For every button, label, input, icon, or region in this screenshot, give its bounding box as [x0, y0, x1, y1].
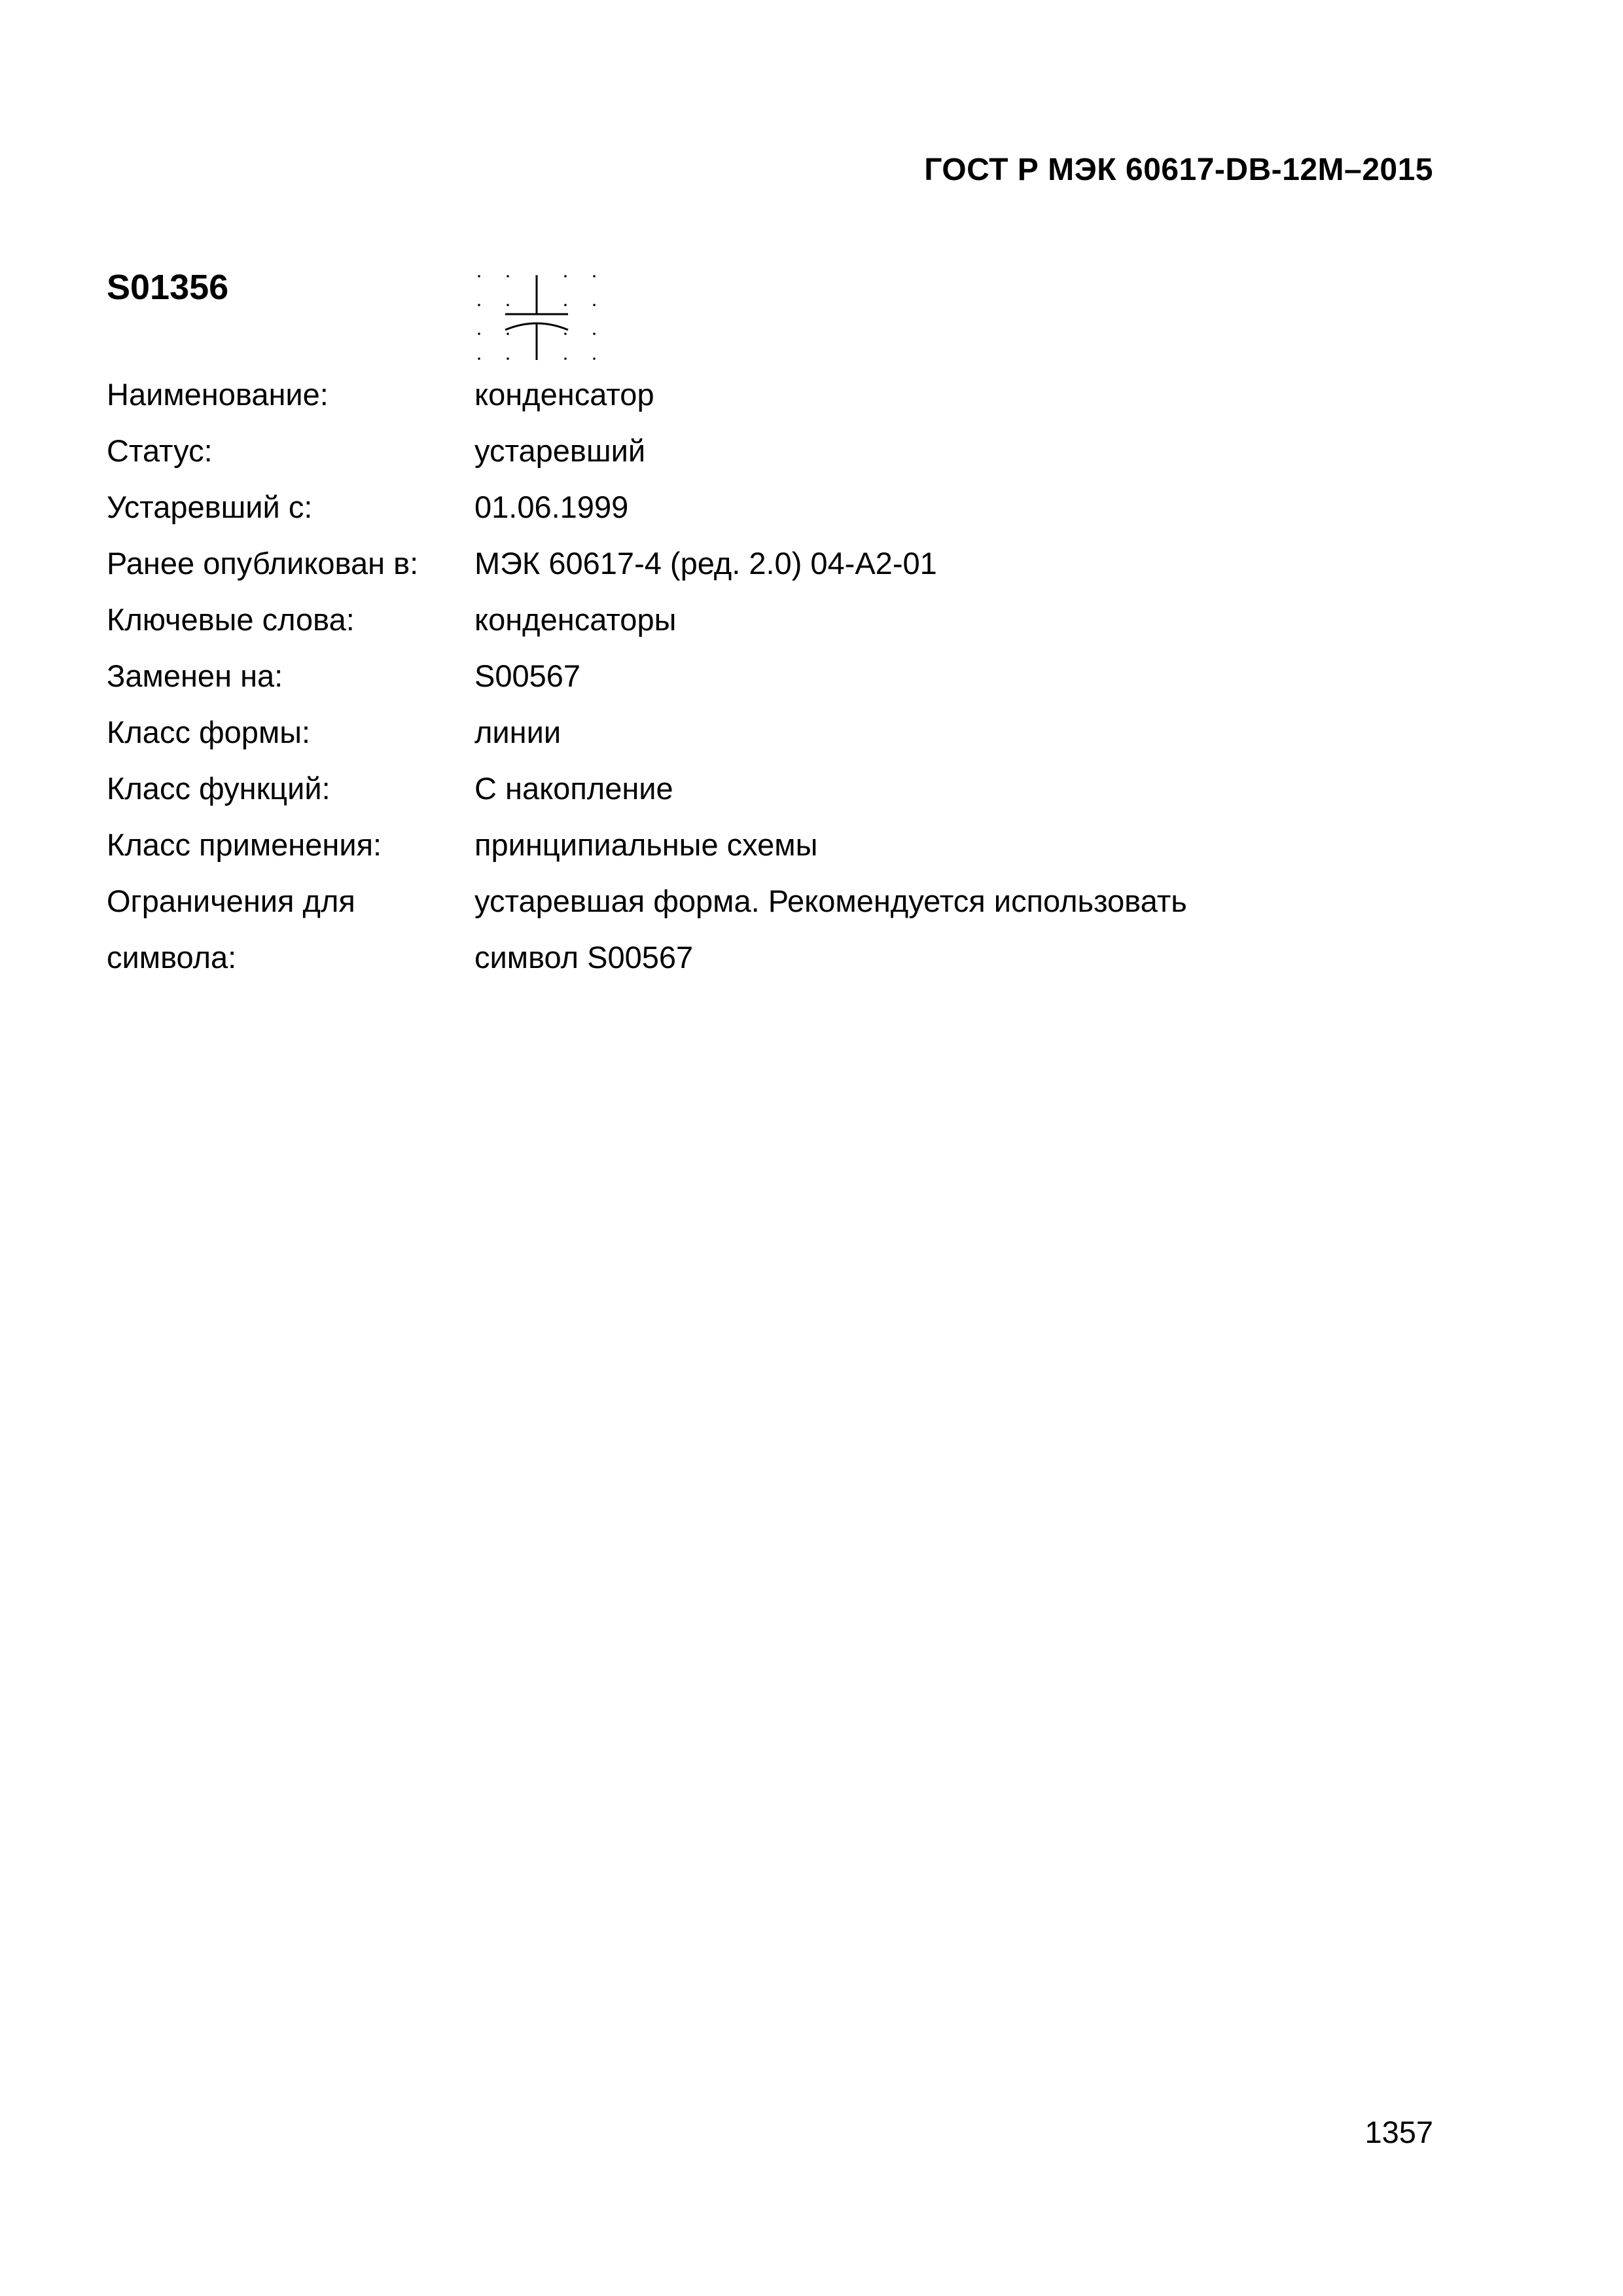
- property-label: Ранее опубликован в:: [107, 546, 419, 581]
- property-value: линии: [474, 715, 562, 749]
- document-standard-header: ГОСТ Р МЭК 60617-DB-12M–2015: [924, 152, 1433, 187]
- property-value: МЭК 60617-4 (ред. 2.0) 04-A2-01: [474, 546, 937, 581]
- property-value: принципиальные схемы: [474, 827, 818, 862]
- property-label: Наименование:: [107, 377, 329, 412]
- property-label: символа:: [107, 940, 237, 975]
- property-label: Статус:: [107, 433, 213, 468]
- property-row-keywords: [107, 592, 1187, 648]
- property-row-obsolete-since: [107, 479, 1187, 535]
- property-value: устаревший: [474, 433, 646, 468]
- property-row-application-class: [107, 817, 1187, 873]
- property-row-name: [107, 367, 1187, 423]
- property-value: C накопление: [474, 771, 673, 806]
- property-label: Ключевые слова:: [107, 602, 355, 637]
- property-value: конденсаторы: [474, 602, 677, 637]
- property-value: S00567: [474, 658, 581, 693]
- property-value: 01.06.1999: [474, 490, 629, 524]
- property-value: конденсатор: [474, 377, 654, 412]
- symbol-id-heading: S01356: [107, 268, 229, 307]
- property-label: Класс формы:: [107, 715, 311, 749]
- page-number: 1357: [1364, 2115, 1433, 2149]
- symbol-properties-list: [107, 367, 1187, 986]
- capacitor-symbol-icon: [476, 274, 606, 361]
- property-row-restrictions: [107, 873, 1187, 929]
- property-row-shape-class: [107, 704, 1187, 761]
- property-label: Заменен на:: [107, 658, 283, 693]
- property-row-replaced-by: [107, 648, 1187, 704]
- property-value: устаревшая форма. Рекомендуется использовать: [474, 884, 1187, 918]
- property-row-status: [107, 423, 1187, 479]
- property-label: Ограничения для: [107, 884, 355, 918]
- property-value: символ S00567: [474, 940, 694, 975]
- property-row-previously-published: [107, 535, 1187, 592]
- property-label: Класс применения:: [107, 827, 382, 862]
- property-row-function-class: [107, 761, 1187, 817]
- property-label: Устаревший с:: [107, 490, 313, 524]
- property-label: Класс функций:: [107, 771, 330, 806]
- property-row-restrictions-continued: [107, 929, 1187, 986]
